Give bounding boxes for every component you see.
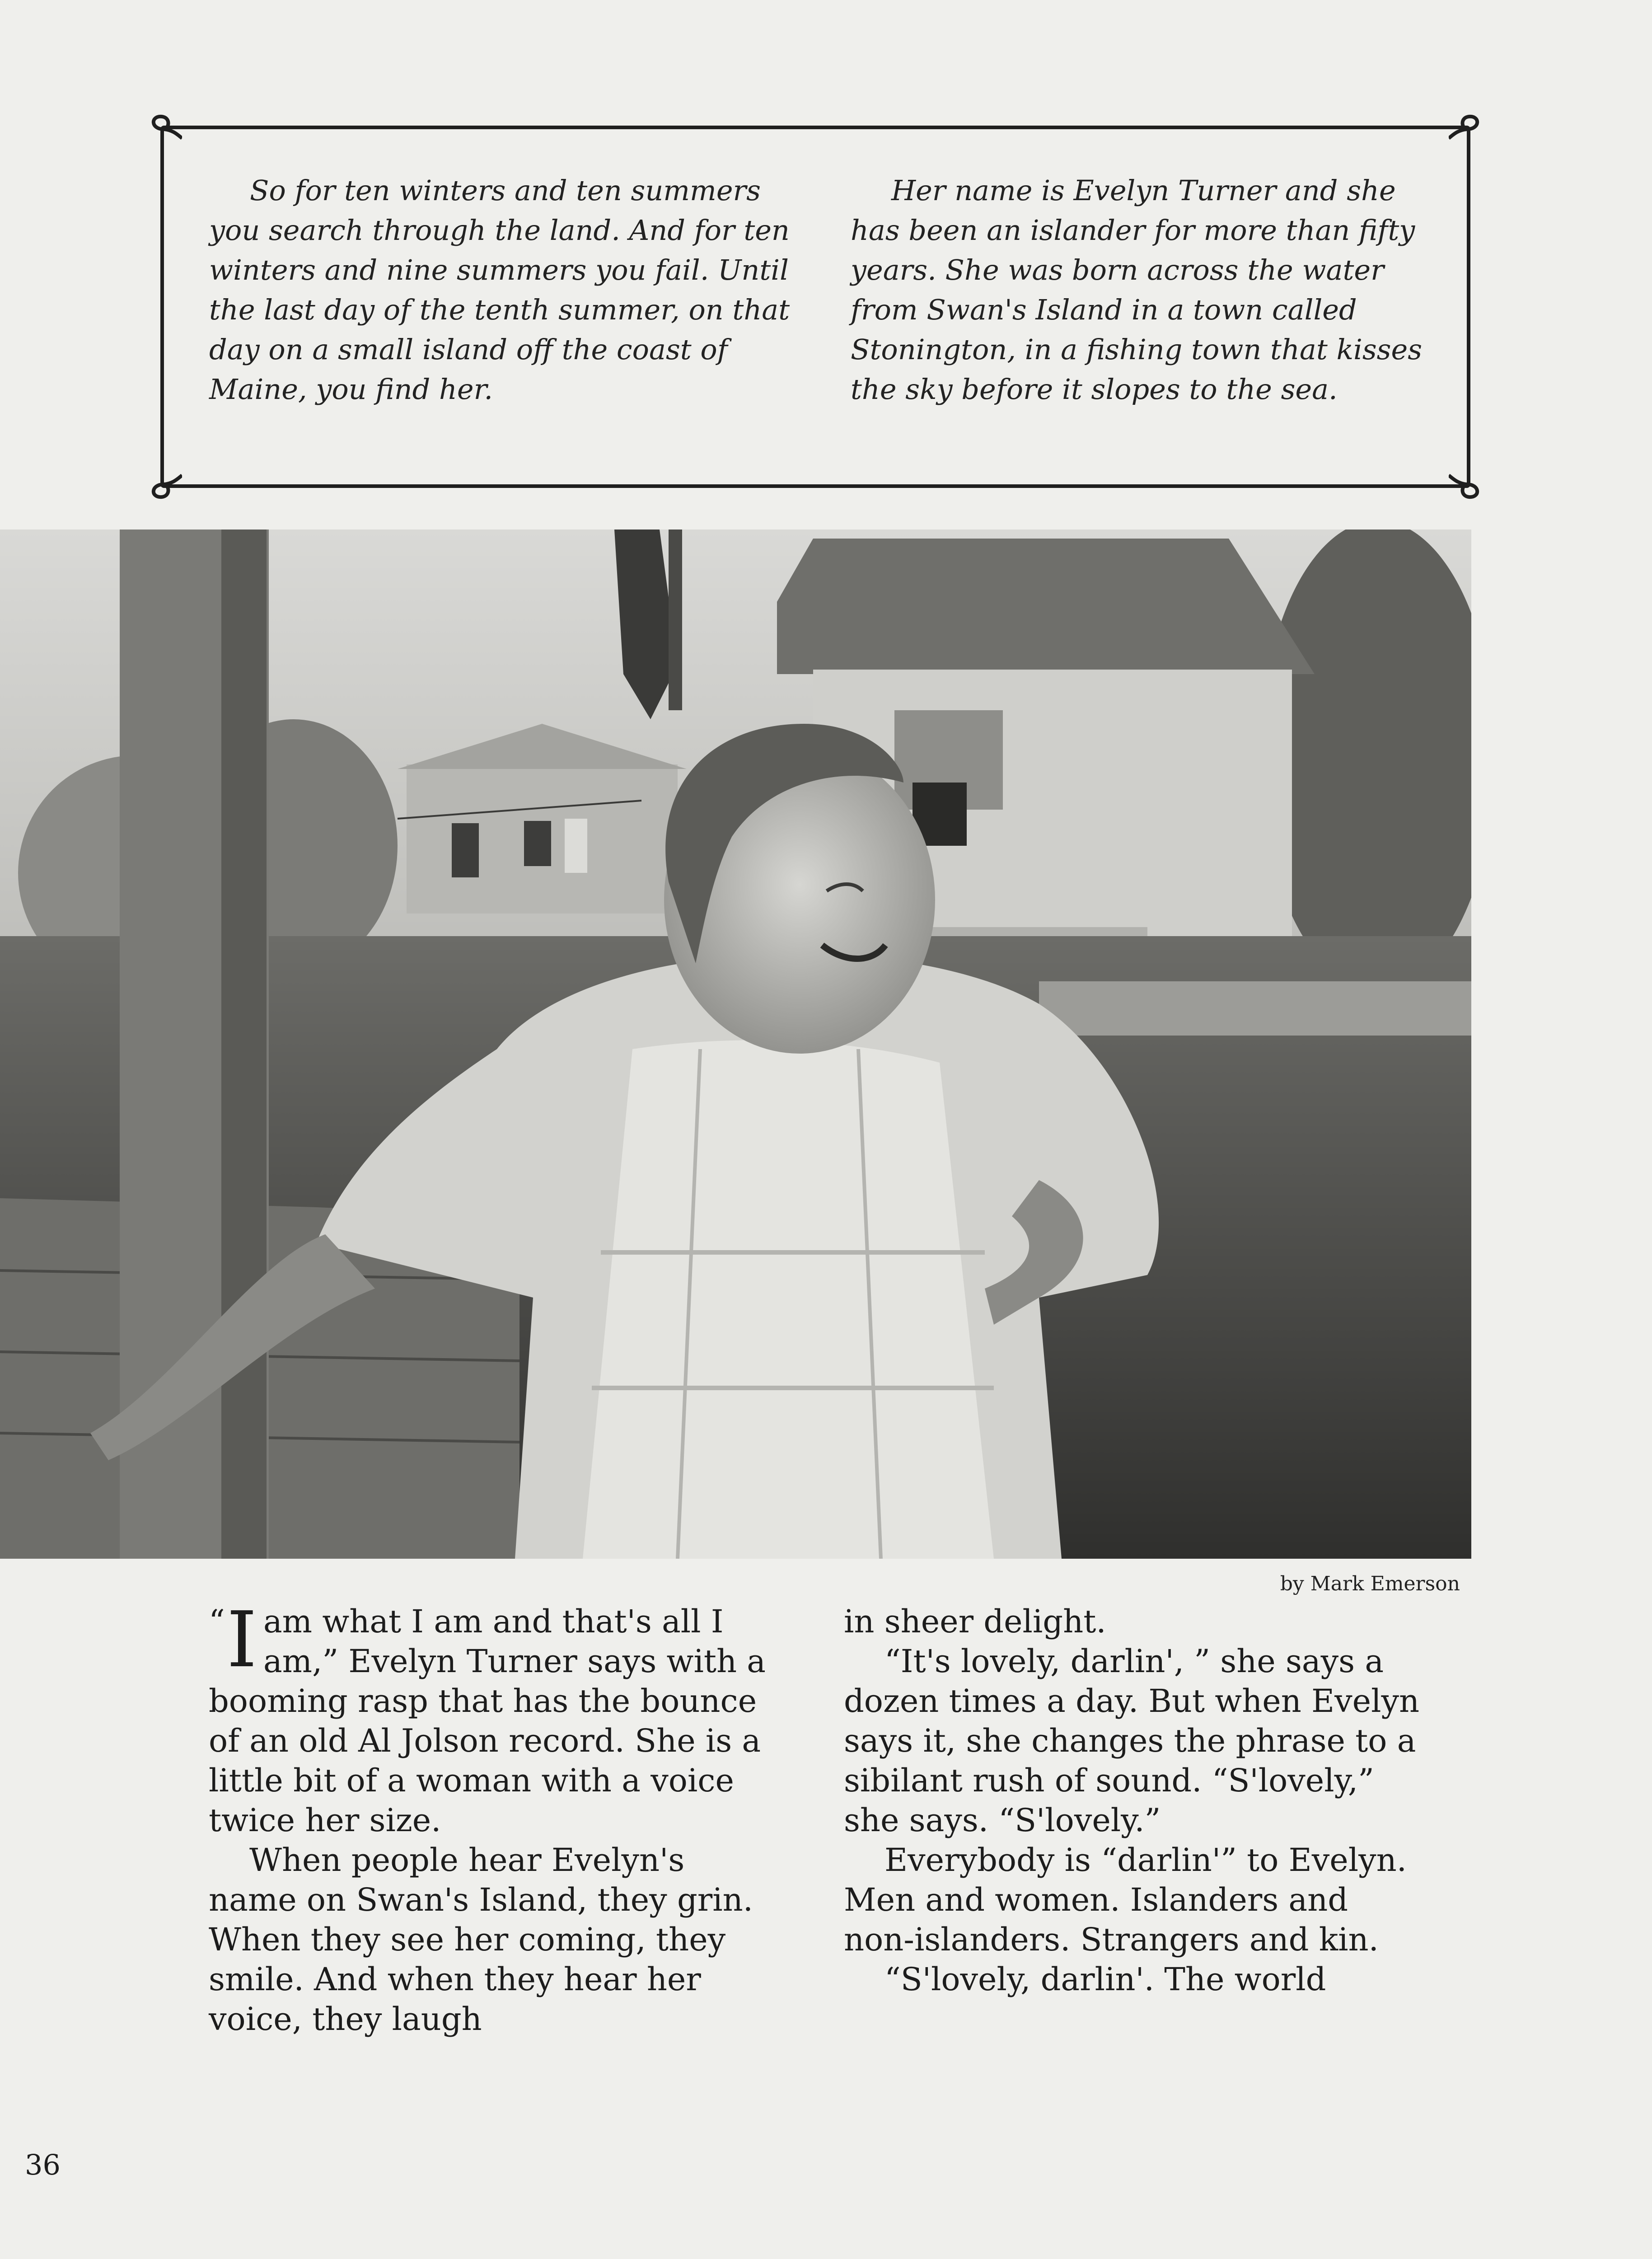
intro-left-column xyxy=(209,171,810,409)
article-paragraph: “S'lovely, darlin'. The world xyxy=(884,1961,1326,1998)
article-paragraph: “It's lovely, darlin', ” she says a dozen times a day. But when Evelyn says it, she changes the phrase to a sibilant rush of sound. “S'lovely,” she says. “S'lovely.” xyxy=(844,1643,1420,1839)
intro-right-paragraph: Her name is Evelyn Turner and she has been an islander for more than fifty years. She was born across the water from Swan's Island in a town called Stonington, in a fishing town that kisses the sky before it slopes to the sea. xyxy=(851,174,1423,406)
drop-cap: I xyxy=(226,1595,257,1685)
page-number: 36 xyxy=(25,2148,61,2181)
photo-image xyxy=(0,530,1471,1559)
open-quote: “ xyxy=(209,1603,225,1640)
article-left-column xyxy=(209,1595,769,2039)
article-paragraph xyxy=(209,1595,769,1840)
article-paragraph: in sheer delight. xyxy=(844,1603,1106,1640)
article-paragraph: When people hear Evelyn's name on Swan's Island, they grin. When they see her coming, they smile. And when they hear her voice, they laugh xyxy=(209,1842,753,2038)
intro-frame xyxy=(160,126,1470,488)
intro-right-column xyxy=(851,171,1438,409)
corner-flourish-icon xyxy=(1449,107,1489,147)
photo-byline: by Mark Emerson xyxy=(1280,1572,1460,1595)
article-paragraph: Everybody is “darlin'” to Evelyn. Men and women. Islanders and non-islanders. Strangers and kin. xyxy=(844,1842,1407,1958)
article-paragraph-text: am what I am and that's all I am,” Evelyn Turner says with a booming rasp that has the bounce of an old Al Jolson record. She is a little bit of a woman with a voice twice her size. xyxy=(209,1603,766,1839)
corner-flourish-icon xyxy=(141,466,182,507)
corner-flourish-icon xyxy=(141,107,182,147)
article-right-column xyxy=(844,1602,1422,1999)
intro-left-paragraph: So for ten winters and ten summers you search through the land. And for ten winters and nine summers you fail. Until the last day of the tenth summer, on that day on a small island off the coast of Maine, you find her. xyxy=(209,174,790,406)
portrait-photo xyxy=(0,530,1471,1559)
corner-flourish-icon xyxy=(1449,466,1489,507)
